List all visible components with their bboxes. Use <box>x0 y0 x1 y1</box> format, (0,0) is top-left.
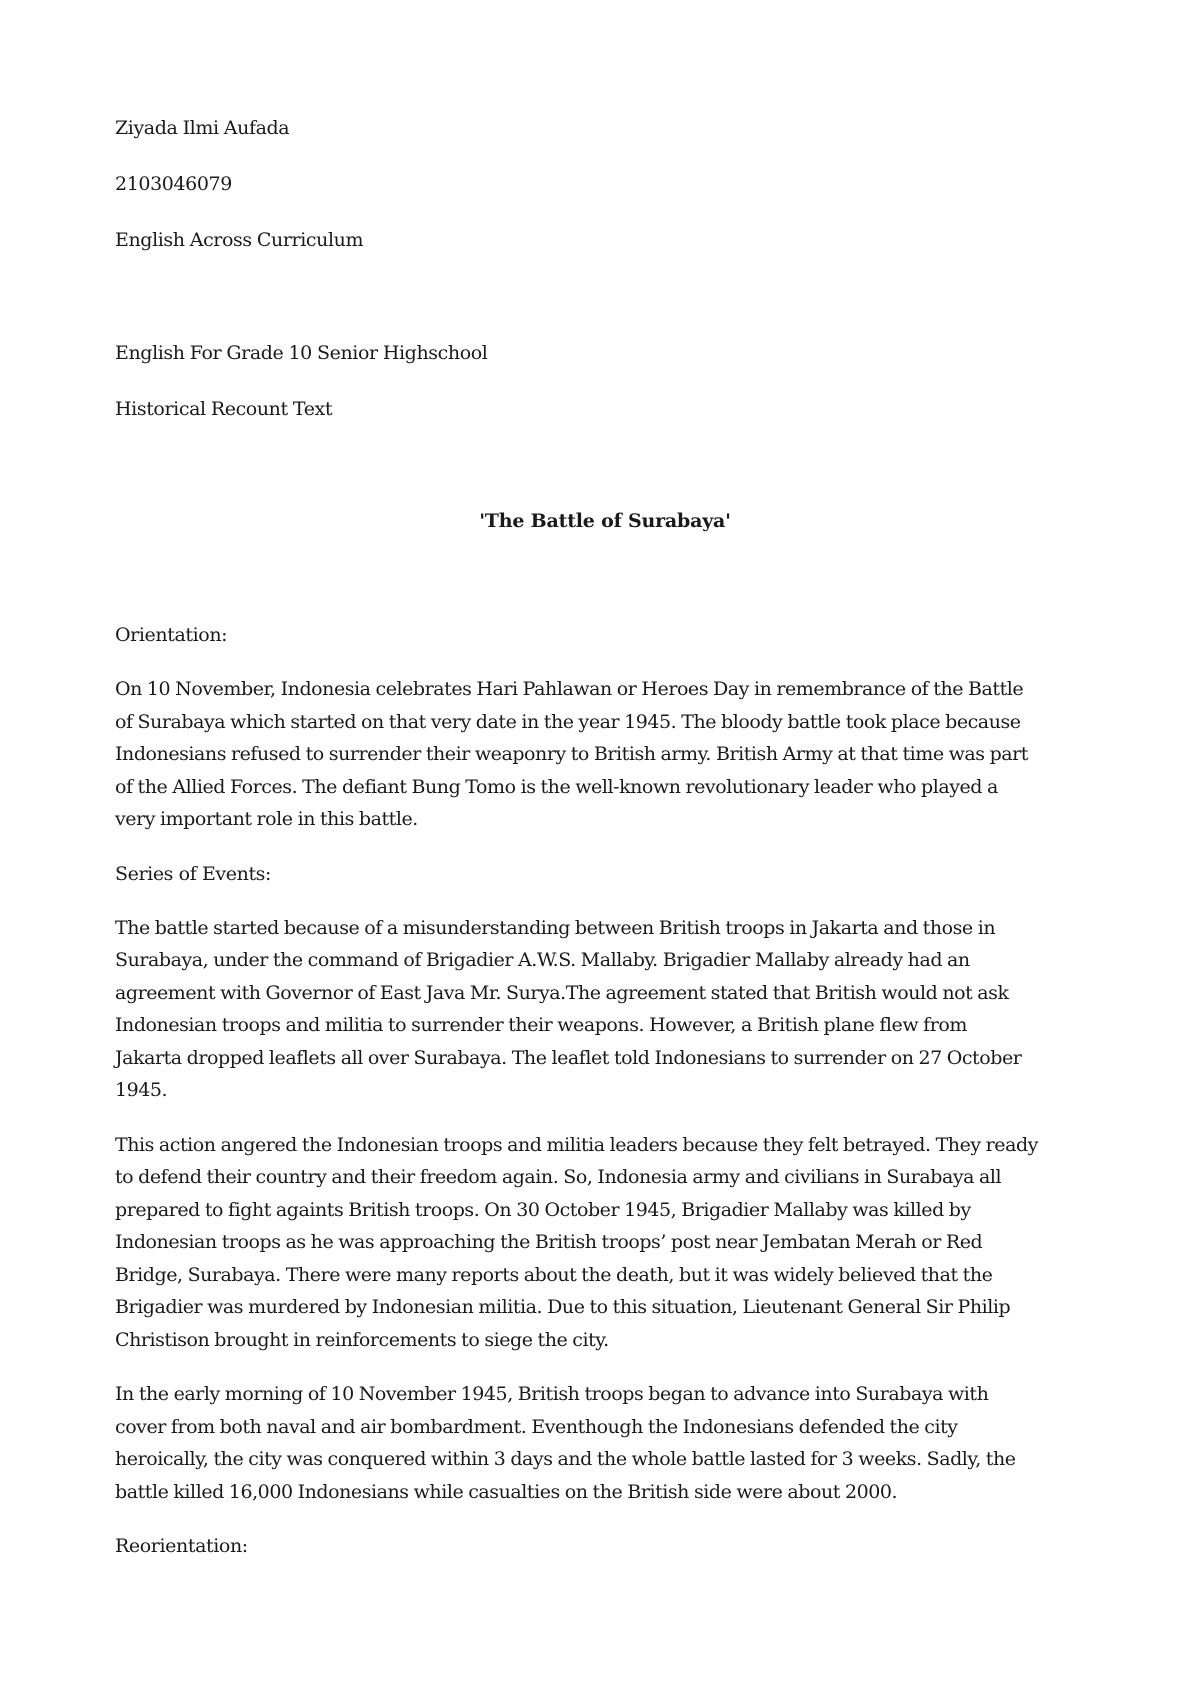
paragraph-line: Christison brought in reinforcements to siege the city. <box>115 1328 609 1351</box>
orientation-paragraph <box>115 673 1095 836</box>
text-genre: Historical Recount Text <box>115 398 333 420</box>
reorientation-heading: Reorientation: <box>115 1535 248 1557</box>
paragraph-line: cover from both naval and air bombardment. Eventhough the Indonesians defended the city <box>115 1415 958 1438</box>
events-paragraph-3 <box>115 1378 1095 1508</box>
paragraph-line: heroically, the city was conquered within 3 days and the whole battle lasted for 3 weeks. Sadly, the <box>115 1448 1016 1470</box>
events-paragraph-1 <box>115 912 1095 1107</box>
paragraph-line: This action angered the Indonesian troops and militia leaders because they felt betrayed. They ready <box>115 1133 1038 1156</box>
paragraph-line: Indonesians refused to surrender their weaponry to British army. British Army at that time was part <box>115 743 1028 765</box>
paragraph-line: 1945. <box>115 1079 168 1101</box>
orientation-heading: Orientation: <box>115 624 228 646</box>
document-title: 'The Battle of Surabaya' <box>479 510 731 532</box>
paragraph-line: to defend their country and their freedom again. So, Indonesia army and civilians in Surabaya all <box>115 1166 1002 1188</box>
paragraph-line: In the early morning of 10 November 1945, British troops began to advance into Surabaya with <box>115 1383 989 1405</box>
paragraph-line: very important role in this battle. <box>115 808 418 830</box>
paragraph-line: agreement with Governor of East Java Mr. Surya.The agreement stated that British would not ask <box>115 981 1009 1004</box>
paragraph-line: of the Allied Forces. The defiant Bung Tomo is the well-known revolutionary leader who played a <box>115 775 998 798</box>
document-page <box>115 112 1095 1584</box>
paragraph-line: Indonesian troops and militia to surrender their weapons. However, a British plane flew from <box>115 1014 967 1036</box>
paragraph-line: Indonesian troops as he was approaching the British troops’ post near Jembatan Merah or Red <box>115 1231 983 1253</box>
grade-level: English For Grade 10 Senior Highschool <box>115 342 488 364</box>
paragraph-line: The battle started because of a misunderstanding between British troops in Jakarta and those in <box>115 916 996 939</box>
paragraph-line: prepared to fight againts British troops. On 30 October 1945, Brigadier Mallaby was killed by <box>115 1198 971 1221</box>
paragraph-line: On 10 November, Indonesia celebrates Hari Pahlawan or Heroes Day in remembrance of the Battle <box>115 678 1024 700</box>
events-heading: Series of Events: <box>115 862 272 885</box>
paragraph-line: Brigadier was murdered by Indonesian militia. Due to this situation, Lieutenant General Sir Philip <box>115 1296 1011 1318</box>
course-name: English Across Curriculum <box>115 229 364 251</box>
paragraph-line: Surabaya, under the command of Brigadier A.W.S. Mallaby. Brigadier Mallaby already had an <box>115 949 970 971</box>
student-id: 2103046079 <box>115 173 232 195</box>
events-paragraph-2 <box>115 1129 1095 1357</box>
paragraph-line: of Surabaya which started on that very date in the year 1945. The bloody battle took place because <box>115 710 1021 733</box>
paragraph-line: Bridge, Surabaya. There were many reports about the death, but it was widely believed that the <box>115 1263 993 1286</box>
author-name: Ziyada Ilmi Aufada <box>115 117 290 139</box>
paragraph-line: battle killed 16,000 Indonesians while casualties on the British side were about 2000. <box>115 1480 898 1503</box>
paragraph-line: Jakarta dropped leaflets all over Surabaya. The leaflet told Indonesians to surrender on 27 October <box>115 1046 1022 1069</box>
